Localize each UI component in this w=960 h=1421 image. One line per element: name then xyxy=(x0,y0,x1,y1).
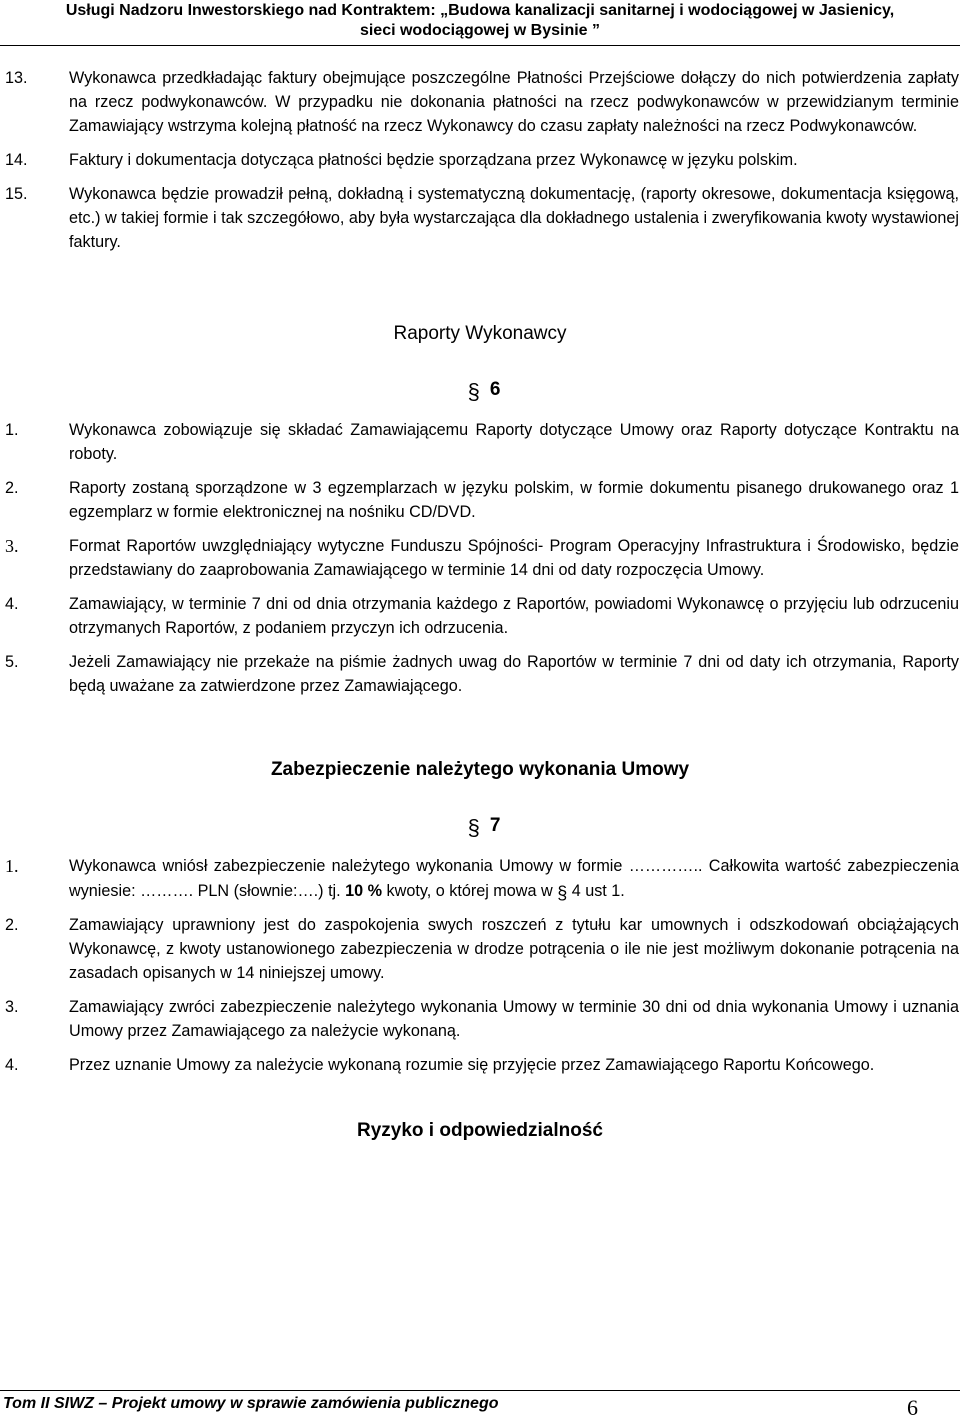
list-item xyxy=(5,418,959,466)
list-item xyxy=(5,913,959,985)
list-item xyxy=(5,534,959,582)
paragraph-number: 6 xyxy=(489,379,501,400)
item-number: 4. xyxy=(5,595,19,613)
section-title-zabezpieczenie: Zabezpieczenie należytego wykonania Umowy xyxy=(270,759,690,780)
item-text: Wykonawca będzie prowadził pełną, dokładną i systematyczną dokumentację, (raporty okresowe, dokumentacja księgową, etc.) w takiej formie i tak szczegółowo, aby była wystarczająca dla dokładnego ustalenia i zweryfikowania kwoty wystawionej faktury. xyxy=(69,185,959,251)
list-item xyxy=(5,650,959,698)
footer-text: Tom II SIWZ – Projekt umowy w sprawie zamówienia publicznego xyxy=(3,1395,499,1412)
list-item xyxy=(5,1053,959,1077)
list-item-14 xyxy=(5,148,959,172)
item-text: Raporty zostaną sporządzone w 3 egzemplarzach w języku polskim, w formie dokumentu pisanego drukowanego oraz 1 egzemplarz w formie elektronicznej na nośniku CD/DVD. xyxy=(69,479,959,521)
paragraph-number: 7 xyxy=(489,815,501,836)
section-title-ryzyko: Ryzyko i odpowiedzialność xyxy=(357,1120,603,1141)
page-number: 6 xyxy=(907,1395,918,1420)
header-line-2: sieci wodociągowej w Bysinie ” xyxy=(359,22,601,39)
item-text: Jeżeli Zamawiający nie przekaże na piśmie żadnych uwag do Raportów w terminie 7 dni od daty ich otrzymania, Raporty będą uważane za zatwierdzone przez Zamawiającego. xyxy=(69,653,959,695)
section-sign-icon: § xyxy=(557,883,568,903)
item-text: Wykonawca zobowiązuje się składać Zamawiającemu Raporty dotyczące Umowy oraz Raporty dotyczące Kontraktu na roboty. xyxy=(69,421,959,463)
section-sign-icon: § xyxy=(467,815,480,840)
percent-value: 10 % xyxy=(345,882,383,900)
item-number: 5. xyxy=(5,653,19,671)
item-text: Format Raportów uwzględniający wytyczne Funduszu Spójności- Program Operacyjny Infrastruktura i Środowisko, będzie przedstawiany do zaaprobowania Zamawiającego w terminie 14 dni od daty rozpoczęcia Umowy. xyxy=(69,537,959,579)
document-body xyxy=(0,66,960,1143)
paragraph-number-7 xyxy=(0,812,960,838)
list-item-15 xyxy=(5,182,959,254)
item-text: Zamawiający zwróci zabezpieczenie należytego wykonania Umowy w terminie 30 dni od dnia wykonania Umowy i uznania Umowy przez Zamawiającego za należycie wykonaną. xyxy=(69,998,959,1040)
section-sign-icon: § xyxy=(467,379,480,404)
item-number: 13. xyxy=(5,69,28,87)
item-number: 1. xyxy=(5,856,19,876)
page-header xyxy=(0,0,960,46)
item-number: 4. xyxy=(5,1056,19,1074)
item-number: 2. xyxy=(5,916,19,934)
list-item-13 xyxy=(5,66,959,138)
list-item xyxy=(5,854,959,903)
item-number: 2. xyxy=(5,479,19,497)
item-text-part: kwoty, o której mowa w xyxy=(382,882,558,900)
item-text-part: 4 ust 1. xyxy=(567,882,625,900)
item-number: 15. xyxy=(5,185,28,203)
item-text: Przez uznanie Umowy za należycie wykonaną rozumie się przyjęcie przez Zamawiającego Raportu Końcowego. xyxy=(69,1056,875,1074)
item-number: 3. xyxy=(5,998,19,1016)
section-title-raporty: Raporty Wykonawcy xyxy=(393,323,567,344)
item-text-part: Wykonawca wniósł zabezpieczenie należytego wykonania Umowy w formie ………….. Całkowita wartość zabezpieczenia wyniesie: ………. PLN (słownie:….) tj. xyxy=(69,857,959,900)
item-number: 3. xyxy=(5,536,19,556)
page-footer xyxy=(0,1390,960,1418)
list-item xyxy=(5,995,959,1043)
list-item xyxy=(5,476,959,524)
paragraph-number-6 xyxy=(0,376,960,402)
item-text: Faktury i dokumentacja dotycząca płatności będzie sporządzana przez Wykonawcę w języku polskim. xyxy=(69,151,798,169)
header-line-1: Usługi Nadzoru Inwestorskiego nad Kontraktem: „Budowa kanalizacji sanitarnej i wodociągowej w Jasienicy, xyxy=(65,2,895,19)
item-number: 1. xyxy=(5,421,19,439)
item-number: 14. xyxy=(5,151,28,169)
item-text: Zamawiający uprawniony jest do zaspokojenia swych roszczeń z tytułu kar umownych i odszkodowań obciążających Wykonawcę, z kwoty ustanowionego zabezpieczenia w drodze potrącenia o ile nie jest możliwym dokonanie potrącenia na zasadach opisanych w 14 niniejszej umowy. xyxy=(69,916,959,982)
item-text: Wykonawca przedkładając faktury obejmujące poszczególne Płatności Przejściowe dołączy do nich potwierdzenia zapłaty na rzecz podwykonawców. W przypadku nie dokonania płatności na rzecz podwykonawców w przewidzianym terminie Zamawiający wstrzyma kolejną płatność na rzecz Wykonawcy do czasu zapłaty należności na rzecz Podwykonawców. xyxy=(69,69,959,135)
item-text: Zamawiający, w terminie 7 dni od dnia otrzymania każdego z Raportów, powiadomi Wykonawcę o przyjęciu lub odrzuceniu otrzymanych Raportów, z podaniem przyczyn ich odrzucenia. xyxy=(69,595,959,637)
list-item xyxy=(5,592,959,640)
